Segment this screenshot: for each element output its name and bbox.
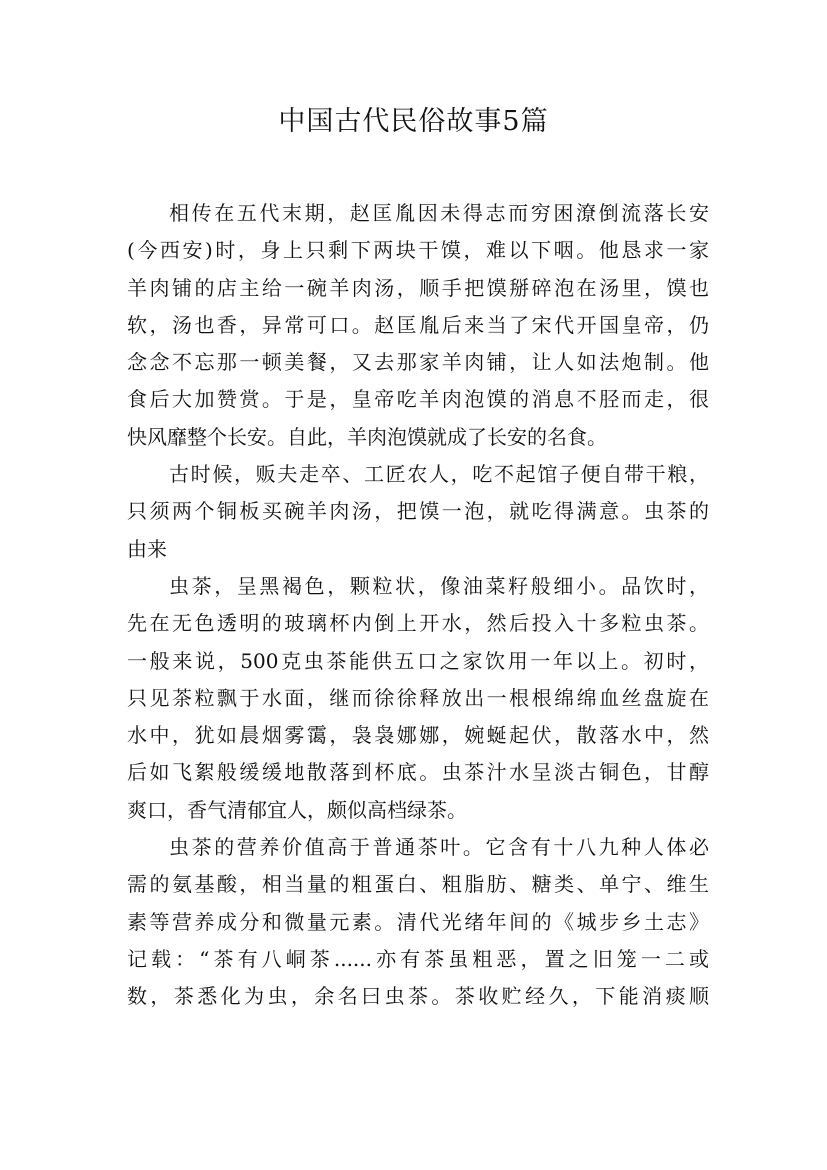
document-body xyxy=(127,195,709,1016)
text-line: 快风靡整个长安。自此，羊肉泡馍就成了长安的名食。 xyxy=(127,424,607,449)
text-line: 数，茶悉化为虫，余名曰虫茶。茶收贮经久，下能消痰顺 xyxy=(127,984,709,1009)
text-line: 羊肉铺的店主给一碗羊肉汤，顺手把馍掰碎泡在汤里，馍也 xyxy=(127,275,709,300)
text-line: 古时候，贩夫走卒、工匠农人，吃不起馆子便自带干粮， xyxy=(169,462,709,487)
text-line: 需的氨基酸，相当量的粗蛋白、粗脂肪、糖类、单宁、维生 xyxy=(127,872,709,897)
text-line: 虫茶的营养价值高于普通茶叶。它含有十八九种人体必 xyxy=(169,835,709,860)
text-line: 爽口，香气清郁宜人，颇似高档绿茶。 xyxy=(127,797,467,822)
text-line: 只须两个铜板买碗羊肉汤，把馍一泡，就吃得满意。虫茶的 xyxy=(127,499,709,524)
text-line: 虫茶，呈黑褐色，颗粒状，像油菜籽般细小。品饮时， xyxy=(169,573,709,598)
text-line: 素等营养成分和微量元素。清代光绪年间的《城步乡土志》 xyxy=(127,909,709,934)
text-line: 软，汤也香，异常可口。赵匡胤后来当了宋代开国皇帝，仍 xyxy=(127,312,709,337)
text-line: 记载：“茶有八峒茶......亦有茶虽粗恶，置之旧笼一二或 xyxy=(127,946,709,971)
document-title: 中国古代民俗故事5篇 xyxy=(278,106,549,137)
text-line: 念念不忘那一顿美餐，又去那家羊肉铺，让人如法炮制。他 xyxy=(127,350,709,375)
text-line: 水中，犹如晨烟雾霭，袅袅娜娜，婉蜒起伏，散落水中，然 xyxy=(127,723,709,748)
text-line: 由来 xyxy=(127,536,167,561)
text-line: (今西安)时，身上只剩下两块干馍，难以下咽。他恳求一家 xyxy=(127,238,709,263)
text-line: 先在无色透明的玻璃杯内倒上开水，然后投入十多粒虫茶。 xyxy=(127,611,709,636)
text-line: 后如飞絮般缓缓地散落到杯底。虫茶汁水呈淡古铜色，甘醇 xyxy=(127,760,709,785)
text-line: 食后大加赞赏。于是，皇帝吃羊肉泡馍的消息不胫而走，很 xyxy=(127,387,709,412)
text-line: 相传在五代末期，赵匡胤因未得志而穷困潦倒流落长安 xyxy=(169,201,709,225)
text-line: 只见茶粒飘于水面，继而徐徐释放出一根根绵绵血丝盘旋在 xyxy=(127,685,709,710)
text-line: 一般来说，500克虫茶能供五口之家饮用一年以上。初时， xyxy=(127,648,709,673)
